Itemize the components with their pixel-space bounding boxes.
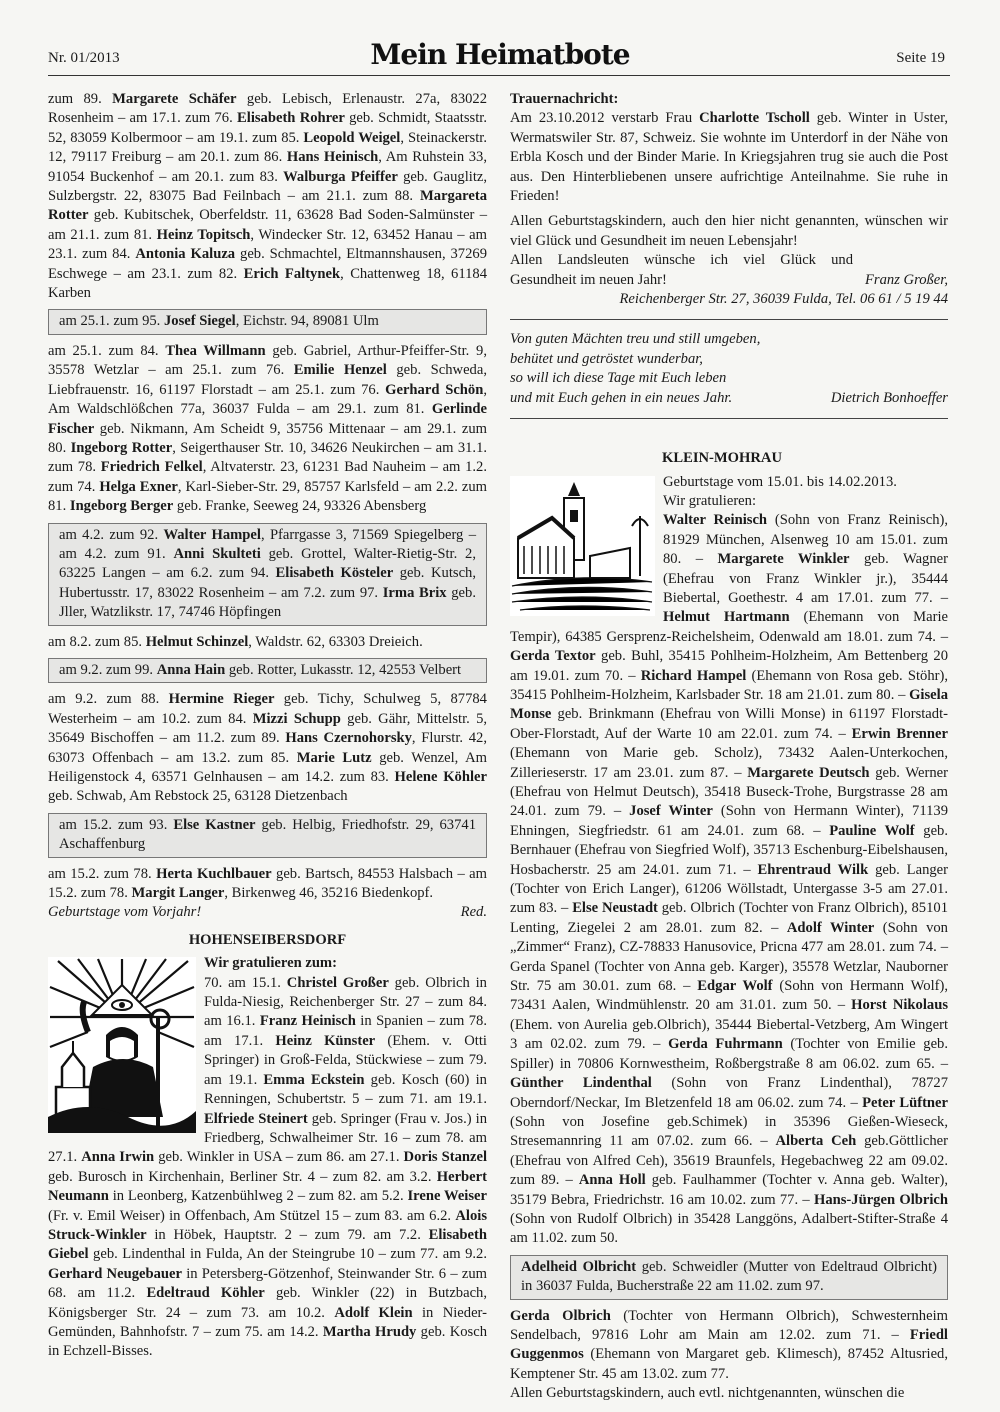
entry-text: , Steinackerstr. 12, 79117 Freiburg – am 20.1. zum 86. xyxy=(48,129,487,166)
person-name: Hans Heinisch xyxy=(286,149,379,166)
entry-text: (Sohn von „Zimmer“ Franz), CZ-78833 Hanusovice, Pricna 477 am 28.01. zum 74. – Gerda Spanel (Tochter von Anna geb. Karger), 35578 Wetzlar, Nauborner Str. 75 am 30.01. zum 68. – xyxy=(510,919,948,995)
entry-text: geb. Bernhauer (Ehefrau von Siegfried Wolf), 35713 Eschenburg-Eibelshausen, Hosbacherstr. 25 am 24.01. zum 71. – xyxy=(510,822,949,878)
birthday-list xyxy=(48,690,487,806)
person-name: Else Neustadt xyxy=(572,900,658,917)
entry-text: , Eichstr. 94, 89081 Ulm xyxy=(235,313,379,330)
person-name: Friedrich Felkel xyxy=(100,459,203,476)
person-name: Walter Hampel xyxy=(163,526,261,543)
congratulations-intro: Wir gratulieren zum: xyxy=(204,955,337,972)
entry-text: geb. Rotter, Lukasstr. 12, 42553 Velbert xyxy=(225,661,462,678)
entry-text: (Sohn von Franz Reinisch), 81929 München, Alsenweg 10 am 15.01. zum 80. – xyxy=(663,512,948,568)
poem-author: Dietrich Bonhoeffer xyxy=(830,389,948,406)
entry-text: (Ehemann von Marie Tempir), 64385 Gersprenz-Reichelsheim, Odenwald am 18.01. zum 74. – xyxy=(510,609,948,645)
section-heading-hohenseibersdorf: HOHENSEIBERSDORF xyxy=(188,931,347,948)
entry-text: geb. Schweda, Liebfrauenstr. 16, 61197 Florstadt – am 25.1. zum 76. xyxy=(48,362,487,398)
entry-text: , Karl-Sieber-Str. 29, 85757 Karlsfeld – am 2.2. zum 81. xyxy=(48,478,487,515)
section-heading-klein-mohrau: KLEIN-MOHRAU xyxy=(662,450,782,467)
entry-text: geb. Franke, Seeweg 24, 93326 Abensberg xyxy=(173,498,427,515)
person-name: Erich Faltynek xyxy=(243,265,341,282)
entry-text: , Waldstr. 62, 63303 Dreieich. xyxy=(248,633,423,650)
congratulations-intro: Wir gratulieren: xyxy=(663,492,757,509)
entry-text: , Flurstr. 42, 63073 Offenbach – am 13.2. zum 85. xyxy=(48,730,488,766)
person-name: Gerhard Schön xyxy=(385,381,484,398)
person-name: Helmut Schinzel xyxy=(145,633,249,650)
person-name: Helene Köhler xyxy=(394,769,487,785)
entry-text: am 25.1. zum 84. xyxy=(48,342,166,359)
person-name: Richard Hampel xyxy=(640,667,747,684)
birthday-list xyxy=(48,865,487,904)
person-name: Margarete Deutsch xyxy=(747,764,870,781)
entry-text: geb. Werner (Ehefrau von Helmut Deutsch), 35418 Buseck-Trohe, Burgstrasse 28 am 24.01. zum 79. – xyxy=(510,764,948,820)
entry-text: geb. Lebisch, Erlenaustr. 27a, 83022 Rosenheim – am 17.1. zum 76. xyxy=(48,91,488,127)
entry-text: geb. Langer (Tochter von Erich Langer), 61206 Wöllstadt, Untergasse 3-5 am 27.01. zum 83. – xyxy=(510,861,949,917)
entry-text: geb. Wagner (Ehefrau von Franz Winkler jr.), 35444 Biebertal, Goethestr. 4 am 17.01. zum 77. – xyxy=(663,551,948,606)
entry-text: zum 89. xyxy=(48,91,113,107)
entry-text: (Ehemann von Margaret geb. Klimesch), 87452 Altusried, Kemptener Str. 45 am 13.02. zum 77. xyxy=(510,1346,948,1382)
signature-address: Reichenberger Str. 27, 36039 Fulda, Tel. 06 61 / 5 19 44 xyxy=(619,291,948,308)
entry-text: in Leonberg, Katzenbühlweg 2 – zum 82. am 5.2. xyxy=(108,1188,408,1205)
entry-text: geb. Grottel, Walter-Rietig-Str. 2, 63225 Langen – am 6.2. zum 94. xyxy=(59,545,476,582)
entry-text: am 9.2. zum 88. xyxy=(48,691,169,708)
person-name: Herta Kuchlbauer xyxy=(156,865,272,882)
person-name: Ingeborg Berger xyxy=(69,498,174,515)
date-range: Geburtstage vom 15.01. bis 14.02.2013. xyxy=(663,473,897,490)
entry-text: geb. Olbrich in Fulda-Niesig, Reichenberger Str. 27 – zum 84. am 16.1. xyxy=(204,974,487,1030)
entry-text: in Nieder-Gemünden, Bahnhofstr. 7 – zum 75. am 14.2. xyxy=(48,1304,487,1340)
divider xyxy=(510,418,948,419)
entry-text: geb. Winkler in USA – zum 86. am 27.1. xyxy=(154,1149,404,1166)
person-name: Edgar Wolf xyxy=(697,978,773,995)
person-name: Friedl Guggenmos xyxy=(510,1326,948,1363)
entry-text: geb. Schmachtel, Eltmannshausen, 37269 Eschwege – am 23.1. zum 82. xyxy=(48,246,487,282)
person-name: Adelheid Olbricht xyxy=(521,1258,637,1275)
entry-text: geb. Kutsch, Hubertusstr. 17, 83022 Rosenheim – am 7.2. zum 97. xyxy=(59,565,476,601)
person-name: Heinz Künster xyxy=(275,1032,376,1049)
entry-text: (Sohn von Hermann Winter), 71139 Ehningen, Siegfriedstr. 61 am 24.01. zum 68. – xyxy=(510,803,949,839)
entry-text: (Tochter von Emilie geb. Spiller) in 70806 Kornwestheim, Roßbergstraße 8 am 06.02. zum 65. – xyxy=(510,1036,948,1072)
person-name: Irma Brix xyxy=(382,584,447,601)
closing-wish: Allen Geburtstagskindern, auch evtl. nichtgenannten, wünschen die xyxy=(510,1385,905,1402)
divider xyxy=(510,319,948,320)
entry-text: (Fr. v. Emil Weiser) in Offenbach, Am Stützel 15 – zum 83. am 6.2. xyxy=(48,1207,456,1224)
person-name: Alois Struck-Winkler xyxy=(48,1207,487,1243)
entry-text: geb. Gabriel, Arthur-Pfeiffer-Str. 9, 35578 Wetzlar – am 25.1. zum 76. xyxy=(48,342,487,379)
entry-text: Am 23.10.2012 verstarb Frau xyxy=(510,110,700,127)
entry-text: geb.Göttlicher (Ehefrau von Alfred Ceh), 35619 Braunfels, Hegebachweg 22 am 09.02. zum 89. – xyxy=(510,1133,948,1189)
person-name: Elisabeth Giebel xyxy=(48,1226,487,1263)
person-name: Anna Irwin xyxy=(81,1149,155,1166)
person-name: Charlotte Tscholl xyxy=(699,110,810,127)
entry-text: geb. Gauglitz, Sulzbergstr. 22, 83075 Bad Feilnbach – am 21.1. zum 88. xyxy=(48,168,487,205)
entry-text: in Spanien – zum 78. am 17.1. xyxy=(204,1013,487,1049)
entry-text: am 25.1. zum 95. xyxy=(59,313,164,330)
highlight-box xyxy=(510,1255,948,1300)
person-name: Ehrentraud Wilk xyxy=(757,861,869,878)
birthday-list xyxy=(48,90,487,303)
person-name: Irene Weiser xyxy=(407,1188,487,1205)
signature-name: Franz Großer, xyxy=(865,271,948,288)
person-name: Herbert Neumann xyxy=(48,1168,487,1205)
entry-text: (Ehemann von Marie geb. Scholz), 73432 Aalen-Unterkochen, Zillerieserstr. 17 am 23.01. zum 87. – xyxy=(510,745,948,781)
header-rule xyxy=(48,75,950,76)
person-name: Elisabeth Rohrer xyxy=(237,110,345,127)
entry-text: geb. Burosch in Kirchenhain, Berliner Str. 4 – zum 82. am 3.2. xyxy=(48,1168,437,1185)
entry-text: geb. Winter in Uster, Wermatswiler Str. 87, Schweiz. Sie wohnte im Unterdorf in der Nähe von Erbla Kosch und der Binder Marie. In Kriegsjahren trug sie auch die Post aus. Den Hinterbliebenen unsere aufrichtige Anteilnahme. Sie ruhe in Frieden! xyxy=(510,110,948,205)
entry-text: , Birkenweg 46, 35216 Biedenkopf. xyxy=(224,885,434,902)
person-name: Walter Reinisch xyxy=(663,512,768,529)
person-name: Christel Großer xyxy=(286,974,389,991)
entry-text: am 15.2. zum 93. xyxy=(59,816,174,833)
entry-text: in Petersberg-Götzenhof, Steinwander Str. 6 – zum 68. am 11.2. xyxy=(48,1265,487,1302)
note-text: Geburtstage vom Vorjahr! xyxy=(48,904,202,921)
entry-text: geb. Helbig, Friedhofstr. 29, 63741 Aschaffenburg xyxy=(59,816,476,853)
person-name: Marie Lutz xyxy=(296,749,372,766)
person-name: Else Kastner xyxy=(173,816,256,833)
obituary-text xyxy=(510,109,948,206)
entry-text: geb. Buhl, 35415 Pohlheim-Holzheim, Am Bettenberg 20 am 19.01. zum 70. – xyxy=(510,648,948,684)
person-name: Margareta Rotter xyxy=(48,188,487,224)
person-name: Adolf Winter xyxy=(786,919,875,936)
person-name: Horst Nikolaus xyxy=(851,997,948,1014)
person-name: Mizzi Schupp xyxy=(252,710,341,727)
entry-text: am 8.2. zum 85. xyxy=(48,633,146,650)
entry-text: geb. Schweidler (Mutter von Edeltraud Olbricht) in 36037 Fulda, Bucherstraße 22 am 11.02. zum 97. xyxy=(521,1258,937,1295)
person-name: Gerda Olbrich xyxy=(510,1307,611,1324)
entry-text: geb. Gähr, Mittelstr. 5, 35649 Bischoffen – am 11.2. zum 89. xyxy=(48,710,488,747)
person-name: Anna Hain xyxy=(156,661,226,678)
person-name: Hans Czernohorsky xyxy=(285,730,412,747)
person-name: Walburga Pfeiffer xyxy=(283,168,398,185)
entry-text: geb. Wenzel, Am Heiligenstock 4, 63571 Gelnhausen – am 14.2. zum 83. xyxy=(48,749,487,785)
editor-signature: Red. xyxy=(460,904,487,921)
entry-text: , Seigerthauser Str. 10, 34626 Neukirchen – am 31.1. zum 78. xyxy=(48,439,488,476)
entry-text: (Sohn von Franz Lindenthal), 78727 Oberndorf/Neckar, Im Bletzenfeld 18 am 06.02. zum 74. – xyxy=(510,1075,948,1111)
entry-text: geb. Brinkmann (Ehefrau von Willi Monse) in 61197 Florstadt-Ober-Florstadt, Auf der Warte 10 am 22.01. zum 74. – xyxy=(510,706,948,742)
person-name: Gerda Textor xyxy=(510,648,596,665)
page-number: Seite 19 xyxy=(896,50,945,66)
person-name: Gerhard Neugebauer xyxy=(48,1265,182,1282)
person-name: Leopold Weigel xyxy=(303,129,401,146)
entry-text: geb. Schwab, Am Rebstock 25, 63128 Dietzenbach xyxy=(48,788,348,805)
wish-text: Allen Landsleuten wünsche ich viel Glück und Gesundheit im neuen Jahr! xyxy=(510,252,854,288)
entry-text: geb. Kubitschek, Oberfeldstr. 11, 63628 Bad Soden-Salmünster – am 21.1. zum 81. xyxy=(48,207,487,243)
person-name: Margarete Winkler xyxy=(717,551,850,568)
person-name: Hans-Jürgen Olbrich xyxy=(813,1191,948,1208)
entry-text: (Tochter von Hermann Olbrich), Schwesternheim Sendelbach, 97816 Lohr am Main am 12.02. zum 71. – xyxy=(510,1307,948,1343)
person-name: Margit Langer xyxy=(131,885,225,902)
highlight-box xyxy=(48,523,487,626)
entry-text: , Windecker Str. 12, 63452 Hanau – am 23.1. zum 84. xyxy=(48,226,487,263)
person-name: Gerlinde Fischer xyxy=(48,401,487,437)
obituary-title: Trauernachricht: xyxy=(510,91,619,107)
person-name: Josef Winter xyxy=(629,803,713,820)
entry-text: am 4.2. zum 92. xyxy=(59,526,164,543)
entry-text: (Sohn von Rudolf Olbrich) in 35428 Langgöns, Adalbert-Stifter-Straße 4 am 11.02. zum 50. xyxy=(510,1210,948,1247)
person-name: Anna Holl xyxy=(578,1172,646,1189)
entry-text: geb. Nikmann, Am Scheidt 9, 35756 Mittenaar – am 29.1. zum 80. xyxy=(48,420,487,456)
woodcut-church-illustration xyxy=(510,476,655,616)
person-name: Helmut Hartmann xyxy=(663,609,790,626)
entry-text: geb. Olbrich (Tochter von Franz Olbrich), 85101 Lenting, Ziegelei 2 am 28.01. zum 82. – xyxy=(510,900,948,936)
entry-text: , Chattenweg 18, 61184 Karben xyxy=(48,265,487,302)
poem-last-row xyxy=(510,389,948,408)
left-column xyxy=(48,90,487,1368)
highlight-box xyxy=(48,813,487,858)
person-name: Josef Siegel xyxy=(163,313,236,330)
birthday-list xyxy=(48,633,487,652)
entry-text: (Ehem. von Aurelia geb.Olbrich), 35444 Biebertal-Vetzberg, Am Wingert 3 am 02.02. zum 79. – xyxy=(510,1016,948,1053)
person-name: Helga Exner xyxy=(99,478,178,495)
person-name: Heinz Topitsch xyxy=(156,226,251,243)
birthday-list xyxy=(48,342,487,517)
person-name: Elfriede Steinert xyxy=(204,1110,308,1127)
person-name: Günther Lindenthal xyxy=(510,1075,652,1092)
entry-text: geb. Jller, Watzlikstr. 17, 74746 Höpfingen xyxy=(59,584,476,621)
person-name: Pauline Wolf xyxy=(829,822,915,839)
entry-text: geb. Bartsch, 84553 Halsbach – am 15.2. zum 78. xyxy=(48,865,488,902)
person-name: Hermine Rieger xyxy=(168,691,275,708)
person-name: Margarete Schäfer xyxy=(112,91,237,107)
entry-text: geb. Tichy, Schulweg 5, 87784 Westerheim – am 10.2. zum 84. xyxy=(48,691,487,727)
editor-note xyxy=(48,903,487,922)
person-name: Thea Willmann xyxy=(165,342,266,359)
person-name: Edeltraud Köhler xyxy=(146,1285,265,1302)
right-column xyxy=(510,90,948,1404)
birthday-wish: Allen Geburtstagskindern, auch den hier nicht genannten, wünschen wir viel Glück und Gesundheit im neuen Lebensjahr! xyxy=(510,213,948,249)
poem-line: Von guten Mächten treu und still umgeben, xyxy=(510,331,761,348)
masthead-logo: Mein Heimatbote xyxy=(370,38,630,71)
entry-text: (Sohn von Josefine geb.Schimek) in 35396 Gießen-Wieseck, Stresemannring 11 am 07.02. zum 66. – xyxy=(510,1113,948,1150)
entry-text: geb. Faulhammer (Tochter v. Anna geb. Walter), 35179 Bebra, Friedrichstr. 16 am 10.02. zum 77. – xyxy=(510,1172,948,1208)
entry-text: , Altvaterstr. 23, 61231 Bad Nauheim – am 1.2. zum 74. xyxy=(48,459,487,495)
birthday-list xyxy=(510,1307,948,1385)
person-name: Franz Heinisch xyxy=(259,1013,356,1030)
entry-text: geb. Schmidt, Staatsstr. 52, 83059 Kolbermoor – am 19.1. zum 85. xyxy=(48,110,487,146)
person-name: Martha Hrudy xyxy=(322,1323,417,1340)
entry-text: geb. Kosch (60) in Renningen, Schubertstr. 5 – zum 71. am 19.1. xyxy=(204,1071,487,1108)
entry-text: geb. Lindenthal in Fulda, An der Steingrube 10 – zum 77. am 9.2. xyxy=(88,1246,487,1263)
entry-text: am 15.2. zum 78. xyxy=(48,865,157,882)
poem xyxy=(510,330,948,408)
entry-text: geb. Kosch in Echzell-Bisses. xyxy=(48,1323,487,1360)
entry-text: geb. Springer (Frau v. Jos.) in Friedberg, Schwalheimer Str. 16 – zum 78. am 27.1. xyxy=(48,1110,487,1166)
person-name: Antonia Kaluza xyxy=(135,246,236,263)
entry-text: am 9.2. zum 99. xyxy=(59,661,157,678)
entry-text: (Sohn von Hermann Wolf), 73431 Aalen, Windmühlenstr. 20 am 31.01. zum 50. – xyxy=(510,978,948,1014)
person-name: Alberta Ceh xyxy=(775,1133,857,1150)
person-name: Emma Eckstein xyxy=(263,1071,365,1088)
highlight-box xyxy=(48,309,487,334)
poem-line: behütet und getröstet wunderbar, xyxy=(510,350,703,367)
entry-text: in Höbek, Hauptstr. 2 – zum 79. am 7.2. xyxy=(146,1226,429,1243)
entry-text: , Pfarrgasse 3, 71569 Spiegelberg – am 4.2. zum 91. xyxy=(59,526,476,562)
person-name: Adolf Klein xyxy=(334,1304,413,1321)
person-name: Doris Stanzel xyxy=(403,1149,487,1166)
entry-text: , Am Waldschlößchen 77a, 36037 Fulda – am 29.1. zum 81. xyxy=(48,381,487,418)
person-name: Gerda Fuhrmann xyxy=(668,1036,783,1053)
person-name: Emilie Henzel xyxy=(293,362,387,379)
issue-number: Nr. 01/2013 xyxy=(48,50,120,66)
entry-text: , Am Ruhstein 33, 91054 Buckenhof – am 20.1. zum 83. xyxy=(48,149,488,185)
person-name: Gisela Monse xyxy=(510,686,948,723)
person-name: Ingeborg Rotter xyxy=(70,439,173,456)
entry-text: geb. Winkler (22) in Butzbach, Königsberger Str. 24 – zum 73. am 10.2. xyxy=(48,1285,487,1321)
person-name: Elisabeth Kösteler xyxy=(275,565,394,582)
person-name: Anni Skulteti xyxy=(173,545,261,562)
entry-text: 70. am 15.1. xyxy=(204,974,287,991)
highlight-box xyxy=(48,658,487,683)
entry-text: (Ehem. v. Otti Springer) in Groß-Felda, Stückwiese – zum 79. am 19.1. xyxy=(204,1032,487,1088)
birthday-list xyxy=(510,511,948,1248)
person-name: Erwin Brenner xyxy=(851,725,948,742)
poem-line: so will ich diese Tage mit Euch leben xyxy=(510,370,727,387)
entry-text: (Ehemann von Rosa geb. Stöhr), 35415 Pohlheim-Holzheim, Karlsbader Str. 18 am 21.01. zum 80. – xyxy=(510,667,948,703)
person-name: Peter Lüftner xyxy=(862,1094,948,1111)
poem-line: und mit Euch gehen in ein neues Jahr. xyxy=(510,389,733,406)
newyear-wish xyxy=(510,251,948,290)
woodcut-saint-illustration xyxy=(48,957,196,1133)
